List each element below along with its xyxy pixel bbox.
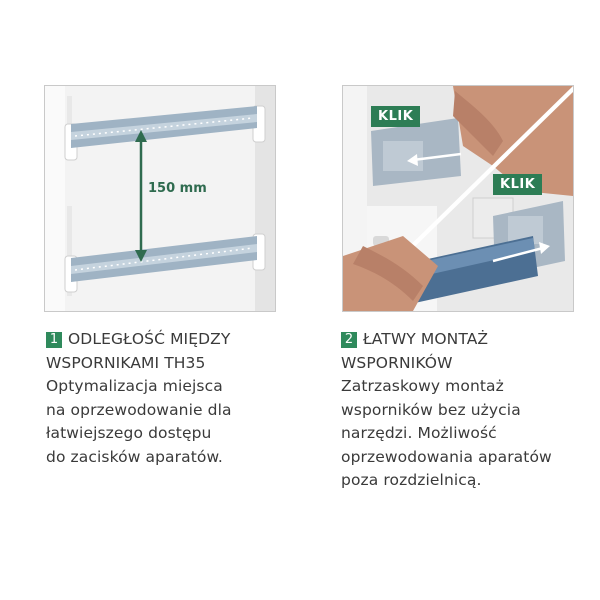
klik-badge-top: KLIK <box>371 106 420 127</box>
left-body-line: do zacisków aparatów. <box>46 447 223 466</box>
right-body-line: narzędzi. Możliwość <box>341 424 497 442</box>
number-badge-1: 1 <box>46 332 62 348</box>
right-heading-line-2: WSPORNIKÓW <box>341 353 453 372</box>
right-body-line: poza rozdzielnicą. <box>341 471 482 489</box>
klik-badge-bottom: KLIK <box>493 174 542 195</box>
left-body-line: Optymalizacja miejsca <box>46 377 223 395</box>
right-caption <box>341 328 596 493</box>
right-heading-line-1: 2 ŁATWY MONTAŻ <box>341 328 596 352</box>
din-rail-illustration <box>45 86 275 311</box>
right-body-line: oprzewodowania aparatów <box>341 447 552 466</box>
right-body-line: Zatrzaskowy montaż <box>341 377 504 395</box>
left-heading-line-2: WSPORNIKAMI TH35 <box>46 353 206 372</box>
right-body-line: wsporników bez użycia <box>341 400 521 419</box>
number-badge-2: 2 <box>341 332 357 348</box>
left-body-line: na oprzewodowanie dla <box>46 400 232 419</box>
left-body-line: łatwiejszego dostępu <box>46 424 212 442</box>
dimension-label: 150 mm <box>148 181 207 196</box>
left-caption <box>46 328 296 469</box>
din-rail-spacing-photo <box>44 85 276 312</box>
left-heading-line-1: 1 ODLEGŁOŚĆ MIĘDZY <box>46 328 296 352</box>
rail-mounting-photo <box>342 85 574 312</box>
